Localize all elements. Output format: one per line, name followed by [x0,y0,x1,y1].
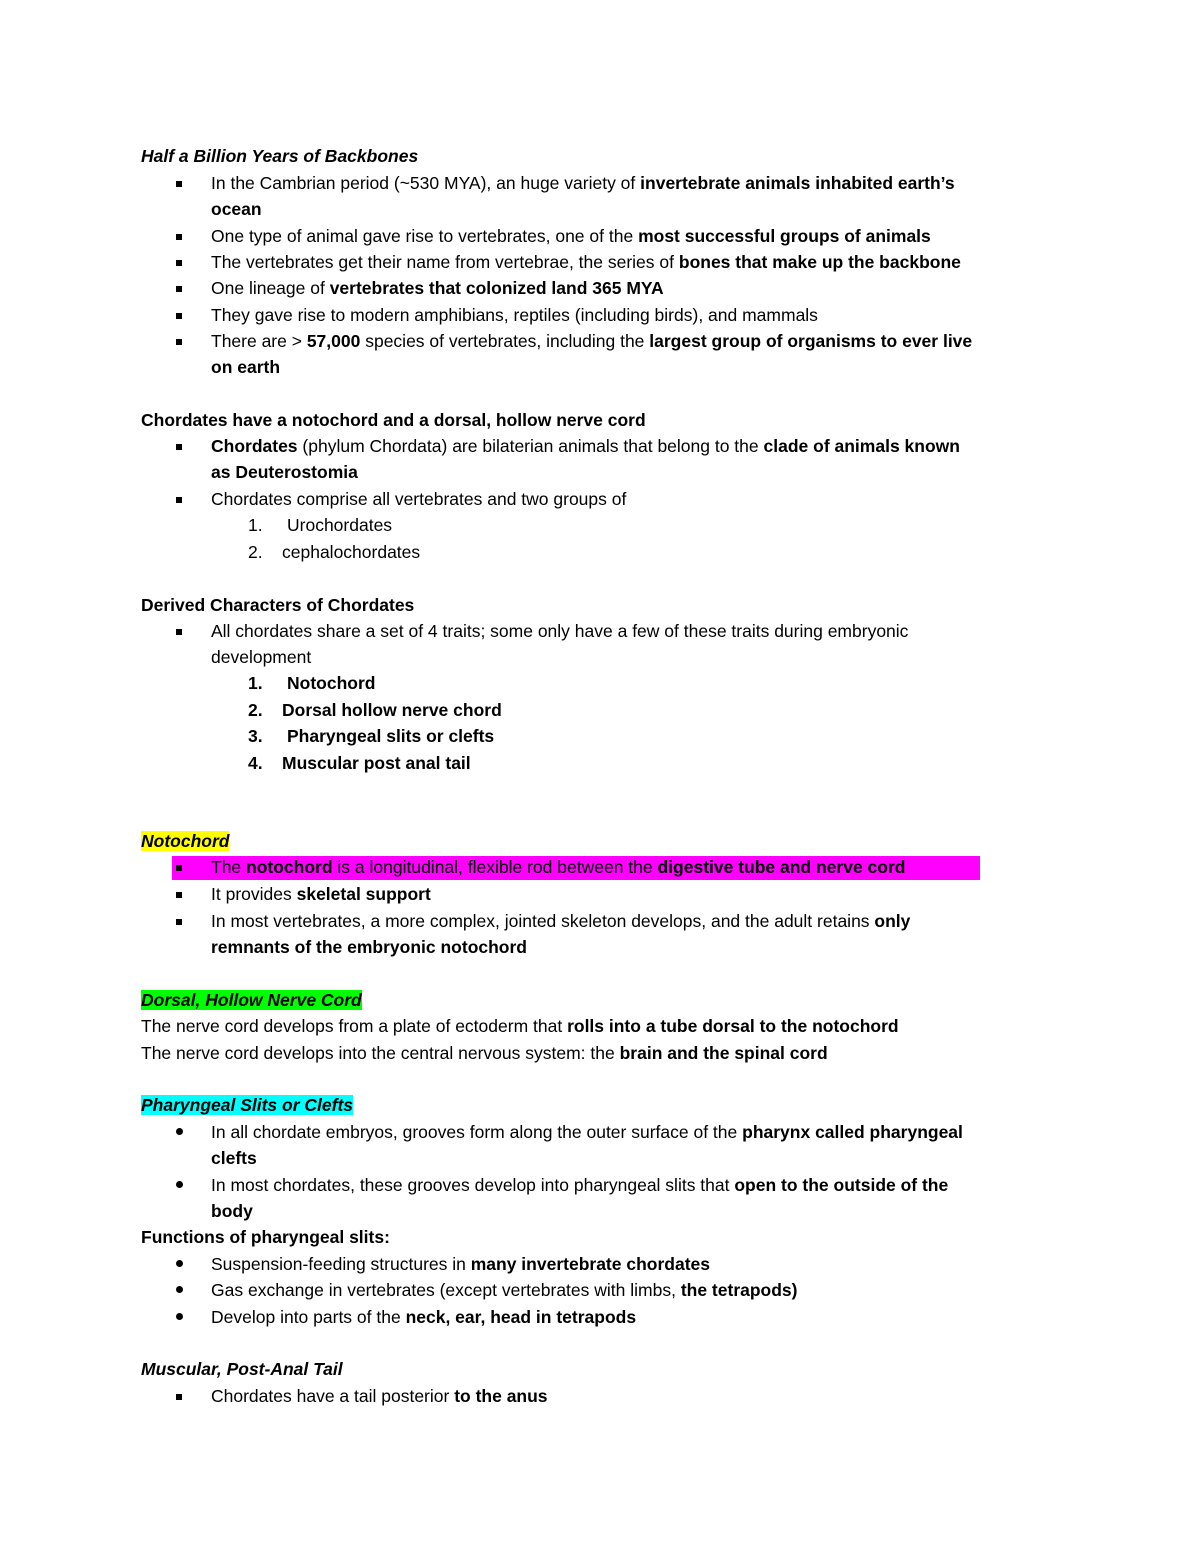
numbered-item: cephalochordates [282,542,421,562]
trait-pharyngeal: Pharyngeal slits or clefts [287,726,495,746]
list-item: Suspension-feeding structures in many invertebrate chordates [211,1254,710,1274]
list-number: 1. [248,515,263,535]
list-item: It provides skeletal support [211,884,431,904]
heading-half-a-billion-years: Half a Billion Years of Backbones [141,146,419,166]
list-item: There are > 57,000 species of vertebrates, including the largest group of organisms to ever live [211,331,973,351]
trait-dorsal-nerve: Dorsal hollow nerve chord [282,700,502,720]
list-item: In the Cambrian period (~530 MYA), an huge variety of invertebrate animals inhabited earth’s [211,173,955,193]
list-item: Chordates comprise all vertebrates and two groups of [211,489,627,509]
list-number: 2. [248,542,263,562]
list-item-continuation: on earth [211,357,281,377]
list-item: In all chordate embryos, grooves form along the outer surface of the pharynx called pharyngeal [211,1122,963,1142]
list-item-highlighted: The notochord is a longitudinal, flexible rod between the digestive tube and nerve cord [211,857,906,877]
list-number: 3. [248,726,263,746]
list-number: 2. [248,700,263,720]
heading-dorsal-hollow-nerve-cord: Dorsal, Hollow Nerve Cord [141,990,362,1010]
list-item-continuation: body [211,1201,253,1221]
trait-tail: Muscular post anal tail [282,753,471,773]
list-item: The vertebrates get their name from vertebrae, the series of bones that make up the backbone [211,252,961,272]
paragraph-line: The nerve cord develops into the central nervous system: the brain and the spinal cord [141,1043,828,1063]
list-item: They gave rise to modern amphibians, reptiles (including birds), and mammals [211,305,818,325]
heading-muscular-post-anal-tail: Muscular, Post-Anal Tail [141,1359,343,1379]
list-item-continuation: remnants of the embryonic notochord [211,937,527,957]
list-item: Develop into parts of the neck, ear, head in tetrapods [211,1307,637,1327]
numbered-item: Urochordates [287,515,393,535]
heading-pharyngeal-slits: Pharyngeal Slits or Clefts [141,1095,354,1115]
list-item: Chordates have a tail posterior to the anus [211,1386,548,1406]
subheading-functions: Functions of pharyngeal slits: [141,1227,390,1247]
paragraph-line: The nerve cord develops from a plate of ectoderm that rolls into a tube dorsal to the notochord [141,1016,899,1036]
list-number: 1. [248,673,263,693]
list-item-continuation: ocean [211,199,262,219]
list-item-continuation: development [211,647,312,667]
list-item: In most chordates, these grooves develop into pharyngeal slits that open to the outside of the [211,1175,949,1195]
list-item-continuation: as Deuterostomia [211,462,358,482]
list-item: Gas exchange in vertebrates (except vertebrates with limbs, the tetrapods) [211,1280,798,1300]
heading-derived-characters: Derived Characters of Chordates [141,595,415,615]
list-item: In most vertebrates, a more complex, jointed skeleton develops, and the adult retains only [211,911,911,931]
heading-notochord: Notochord [141,831,230,851]
list-item: Chordates (phylum Chordata) are bilaterian animals that belong to the clade of animals known [211,436,960,456]
list-item-continuation: clefts [211,1148,257,1168]
list-number: 4. [248,753,263,773]
heading-chordates: Chordates have a notochord and a dorsal, hollow nerve cord [141,410,646,430]
list-item: One lineage of vertebrates that colonized land 365 MYA [211,278,664,298]
trait-notochord: Notochord [287,673,376,693]
list-item: One type of animal gave rise to vertebrates, one of the most successful groups of animals [211,226,931,246]
list-item: All chordates share a set of 4 traits; some only have a few of these traits during embryonic [211,621,909,641]
